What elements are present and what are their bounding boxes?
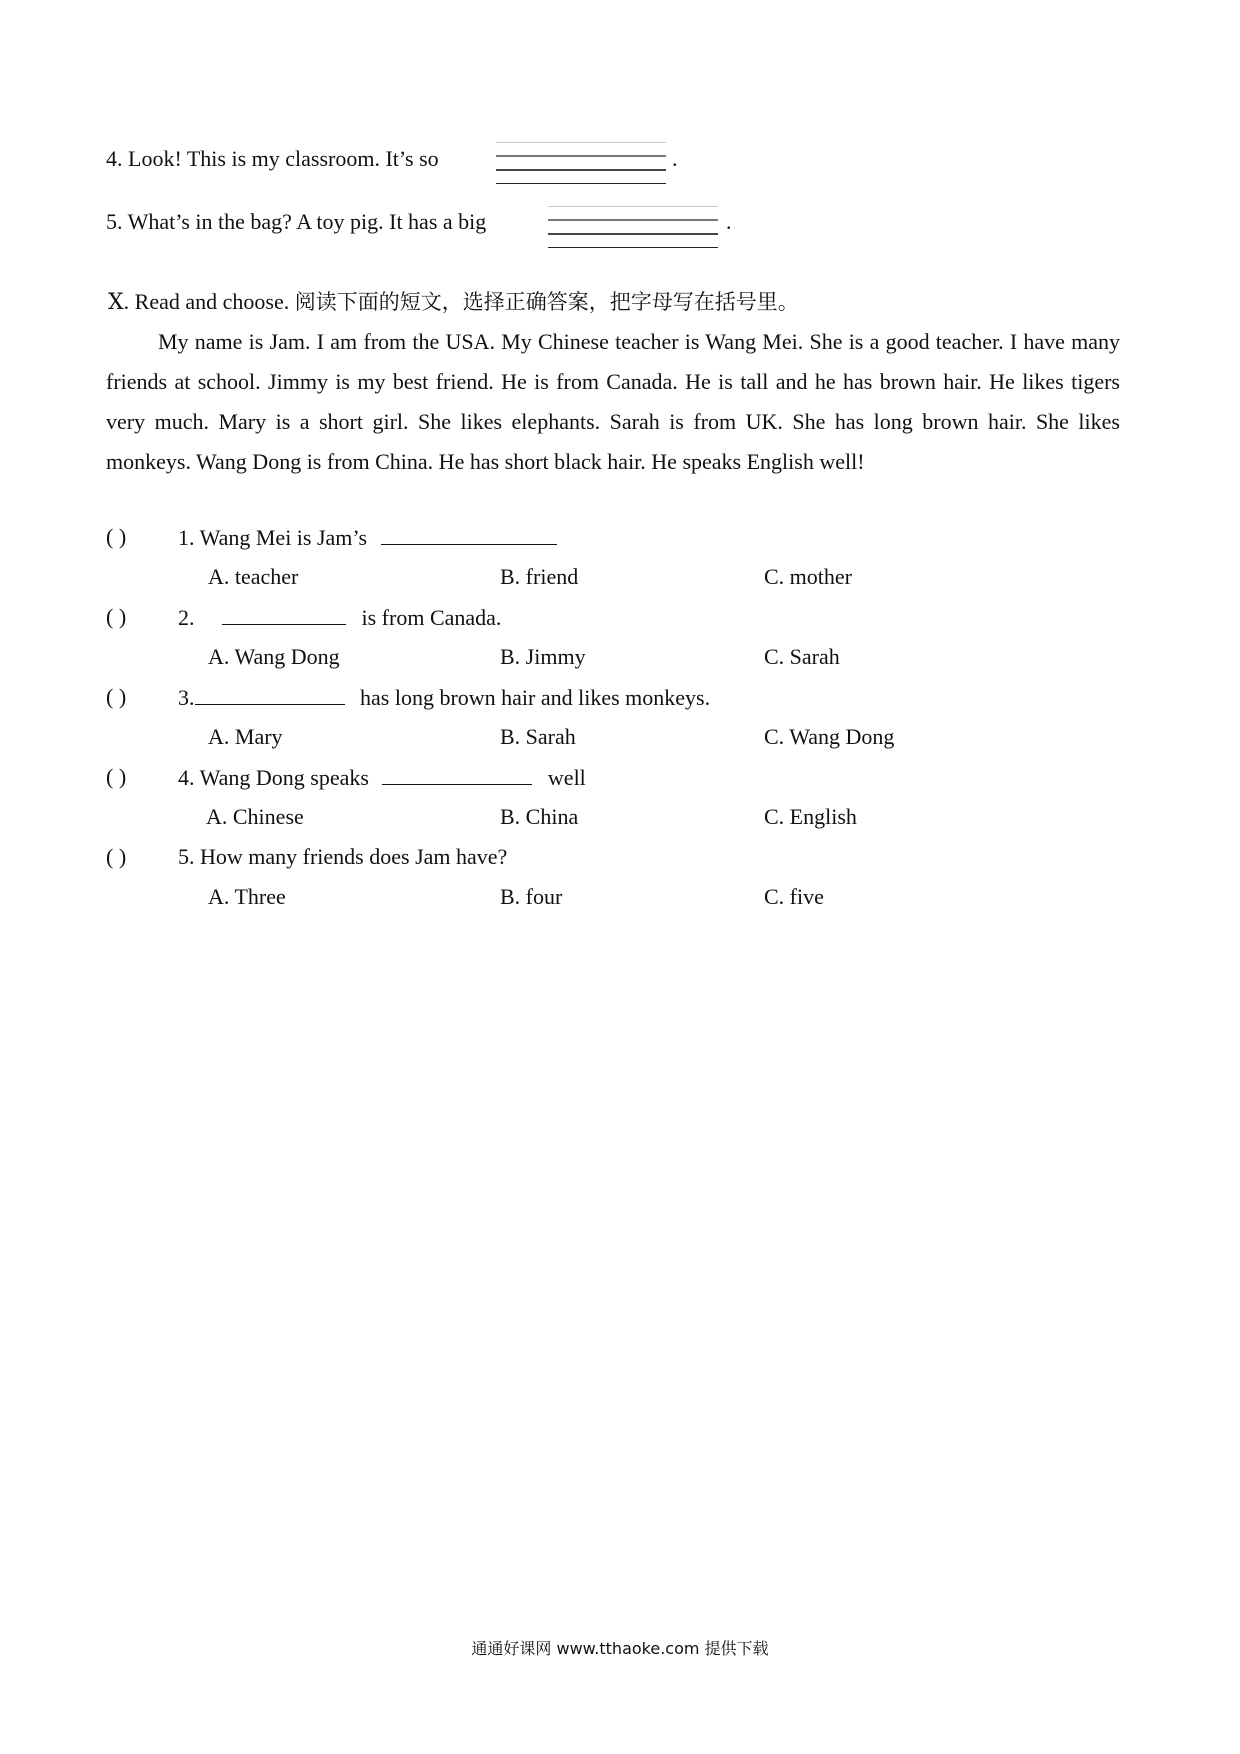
question-text: 1. Wang Mei is Jam’s	[178, 525, 368, 550]
grid-line	[548, 219, 718, 221]
question-3	[178, 684, 710, 711]
question-text: 5. What’s in the bag? A toy pig. It has a big	[106, 209, 487, 234]
option-a[interactable]: A. Wang Dong	[208, 644, 340, 669]
writing-question-4	[106, 146, 439, 172]
grid-line	[548, 206, 718, 207]
section-title-en: Read and choose.	[134, 289, 290, 314]
writing-grid-4[interactable]	[496, 142, 666, 184]
answer-paren-2[interactable]: ( )	[106, 604, 127, 629]
section-mark: Ⅹ.	[108, 289, 130, 314]
answer-blank[interactable]	[381, 524, 557, 545]
grid-line	[548, 233, 718, 235]
option-c[interactable]: C. mother	[764, 564, 852, 589]
question-1	[178, 524, 557, 551]
question-2	[178, 604, 501, 631]
section-title	[108, 286, 799, 316]
option-a[interactable]: A. teacher	[208, 564, 299, 589]
reading-passage: My name is Jam. I am from the USA. My Chinese teacher is Wang Mei. She is a good teacher. I have many friends at school. Jimmy is my best friend. He is from Canada. He is tall and he has brown hair. He likes tigers very much. Mary is a short girl. She likes elephants. Sarah is from UK. She has long brown hair. She likes monkeys. Wang Dong is from China. He has short black hair. He speaks English well!	[106, 329, 1120, 474]
option-a[interactable]: A. Chinese	[206, 804, 304, 829]
question-text: 4. Look! This is my classroom. It’s so	[106, 146, 439, 171]
period: .	[726, 209, 732, 234]
option-a[interactable]: A. Three	[208, 884, 286, 909]
question-text-after: well	[547, 765, 586, 790]
grid-line	[548, 247, 718, 248]
question-text: 5. How many friends does Jam have?	[178, 844, 508, 869]
question-text: 4. Wang Dong speaks	[178, 765, 369, 790]
option-c[interactable]: C. Wang Dong	[764, 724, 895, 749]
question-text: 2.	[178, 605, 195, 630]
question-text: 3.	[178, 685, 195, 710]
answer-blank[interactable]	[382, 764, 532, 785]
grid-line	[496, 183, 666, 184]
period: .	[672, 146, 678, 171]
question-text-after: has long brown hair and likes monkeys.	[360, 685, 711, 710]
option-b[interactable]: B. Jimmy	[500, 644, 586, 669]
page-footer: 通通好课网 www.tthaoke.com 提供下载	[471, 1639, 769, 1658]
question-4	[178, 764, 586, 791]
option-b[interactable]: B. four	[500, 884, 563, 909]
answer-blank[interactable]	[195, 684, 345, 705]
writing-grid-5[interactable]	[548, 206, 718, 248]
option-b[interactable]: B. Sarah	[500, 724, 576, 749]
grid-line	[496, 155, 666, 157]
option-c[interactable]: C. five	[764, 884, 824, 909]
answer-blank[interactable]	[222, 604, 346, 625]
section-title-cn: 阅读下面的短文，选择正确答案，把字母写在括号里。	[294, 290, 799, 314]
grid-line	[496, 142, 666, 143]
option-b[interactable]: B. friend	[500, 564, 579, 589]
grid-line	[496, 169, 666, 171]
option-c[interactable]: C. English	[764, 804, 857, 829]
option-a[interactable]: A. Mary	[208, 724, 283, 749]
writing-question-5	[106, 209, 486, 235]
answer-paren-3[interactable]: ( )	[106, 684, 127, 709]
question-5	[178, 844, 507, 870]
answer-paren-1[interactable]: ( )	[106, 524, 127, 549]
option-b[interactable]: B. China	[500, 804, 579, 829]
option-c[interactable]: C. Sarah	[764, 644, 840, 669]
answer-paren-4[interactable]: ( )	[106, 764, 127, 789]
answer-paren-5[interactable]: ( )	[106, 844, 127, 869]
question-text-after: is from Canada.	[361, 605, 502, 630]
